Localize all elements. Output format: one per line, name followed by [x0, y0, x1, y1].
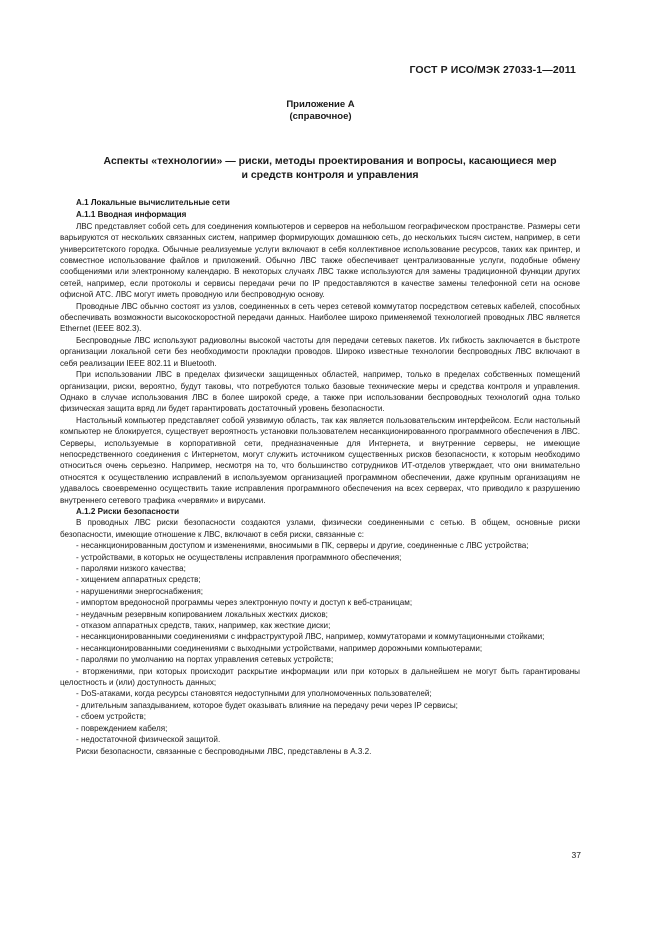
paragraph: При использовании ЛВС в пределах физически защищенных областей, например, только в пределах собственных помещений организации, риски, вероятно, будут таковы, что потребуются только базовые технические меры и средства контроля и управления. Однако в случае использования ЛВС в более широкой среде, а также при использовании беспроводных технологий одна только физическая защита вряд ли будет гарантировать достаточный уровень безопасности. — [60, 370, 580, 414]
document-body — [60, 197, 580, 757]
list-item: - сбоем устройств; — [76, 712, 146, 722]
list-item: - недостаточной физической защитой. — [76, 735, 221, 745]
paragraph: В проводных ЛВС риски безопасности создаются узлами, физически соединенными с сетью. В общем, основные риски безопасности, имеющие отношение к ЛВС, включают в себя риски, связанные с: — [60, 518, 580, 539]
section-heading-a11: А.1.1 Вводная информация — [76, 210, 187, 220]
paragraph: Проводные ЛВС обычно состоят из узлов, соединенных в сеть через сетевой коммутатор посредством сетевых кабелей, способных обеспечивать возможности высокоскоростной передачи данных. Наиболее широко применяемой технологией проводных ЛВС является Ethernet (IEEE 802.3). — [60, 301, 580, 334]
section-heading-a1: А.1 Локальные вычислительные сети — [76, 198, 230, 207]
list-item: - устройствами, в которых не осуществлены исправления программного обеспечения; — [76, 552, 402, 562]
paragraph: ЛВС представляет собой сеть для соединения компьютеров и серверов на небольшом географическом пространстве. Размеры сети варьируются от нескольких связанных систем, например формирующих домашнюю сеть, до нескольких тысяч систем, например, в сети университетского городка. Обычные реализуемые услуги включают в себя коллективное использование ресурсов, таких как принтер, и совместное использование файлов и приложений. Обычно ЛВС также обеспечивает централизованные услуги, подобные обмену сообщениями или электронному календарю. В некоторых случаях ЛВС также используются для замены традиционной функции других сетей, например, если протоколы и сервисы передачи речи по IP предоставляются в качестве замены телефонной сети на основе офисной АТС. ЛВС могут иметь проводную или беспроводную основу. — [60, 221, 580, 300]
list-item: - импортом вредоносной программы через электронную почту и доступ к веб-страницам; — [76, 598, 413, 608]
list-item: - отказом аппаратных средств, таких, например, как жесткие диски; — [76, 621, 331, 631]
list-item: - нарушениями энергоснабжения; — [76, 586, 204, 596]
document-code: ГОСТ Р ИСО/МЭК 27033-1—2011 — [409, 64, 576, 76]
list-item: - повреждением кабеля; — [76, 723, 168, 733]
list-item: - паролями низкого качества; — [76, 564, 186, 573]
paragraph: Риски безопасности, связанные с беспроводными ЛВС, представлены в А.3.2. — [76, 746, 372, 756]
list-item: - DoS-атаками, когда ресурсы становятся недоступными для уполномоченных пользователей; — [76, 689, 432, 699]
section-heading-a12: А.1.2 Риски безопасности — [76, 506, 180, 516]
annex-title-line-1: Аспекты «технологии» — риски, методы проектирования и вопросы, касающиеся мер — [103, 155, 557, 167]
list-item: - несанкционированным доступом и изменениями, вносимыми в ПК, серверы и другие, соединенные с ЛВС устройства; — [76, 541, 529, 551]
list-item: - несанкционированными соединениями с инфраструктурой ЛВС, например, коммутаторами и коммутационными стойками; — [76, 632, 545, 642]
annex-title-line-2: и средств контроля и управления — [241, 169, 419, 181]
list-item: - паролями по умолчанию на портах управления сетевых устройств; — [76, 655, 334, 665]
paragraph: Беспроводные ЛВС используют радиоволны высокой частоты для передачи сетевых пакетов. Их гибкость заключается в быстроте организации локальной сети без необходимости прокладки проводов. Широко известные технологии беспроводных ЛВС включают в себя реализации IEEE 802.11 и Bluetooth. — [60, 335, 580, 368]
list-item: - несанкционированными соединениями с выходными устройствами, например дорожными компьютерами; — [76, 643, 483, 653]
list-item: - хищением аппаратных средств; — [76, 575, 201, 585]
annex-kind: (справочное) — [289, 111, 352, 122]
paragraph: Настольный компьютер представляет собой уязвимую область, так как является пользовательским интерфейсом. Если настольный компьютер не блокируется, существует вероятность установки пользователем несанкционированного программного обеспечения в ЛВС. Серверы, используемые в корпоративной сети, предназначенные для Интернета, и внутренние серверы, не имеющие непосредственного соединения с Интернетом, могут служить источником существенных рисков безопасности, к которым необходимо относиться очень серьезно. Например, несмотря на то, что большинство сотрудников ИТ-отделов утверждает, что они внимательно относятся к осуществлению исправлений в используемом организацией программном обеспечении, даже крупным организациям не удавалось своевременно осуществить такие исправления программного обеспечения на всех серверах, что приводило к разрушению внутреннего сетевого трафика «червями» и вирусами. — [60, 415, 580, 505]
list-item: - вторжениями, при которых происходит раскрытие информации или при которых в дальнейшем не могут быть гарантированы целостность и (или) доступность данных; — [60, 666, 580, 688]
annex-label: Приложение А — [286, 99, 355, 110]
page-number: 37 — [571, 850, 581, 860]
list-item: - неудачным резервным копированием локальных жестких дисков; — [76, 609, 328, 619]
annex-title — [60, 154, 600, 182]
annex-heading — [0, 99, 641, 123]
list-item: - длительным запаздыванием, которое будет оказывать влияние на передачу речи через IP сервисы; — [76, 700, 458, 710]
